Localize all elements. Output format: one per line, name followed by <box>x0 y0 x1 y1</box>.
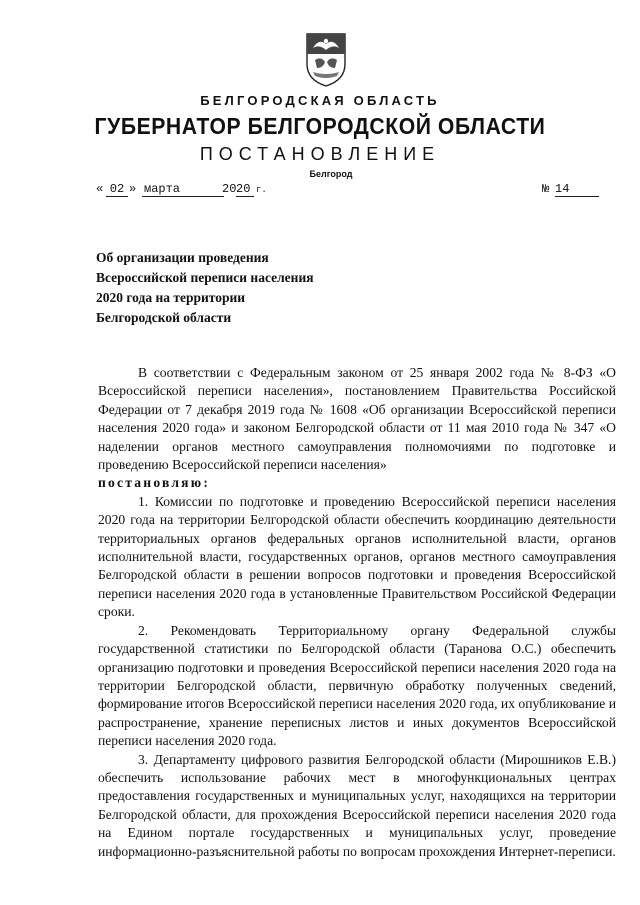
item-3-paragraph: 3. Департаменту цифрового развития Белгородской области (Мирошников Е.В.) обеспечить использование рабочих мест в многофункциональных центрах предоставления государственных и муниципальных услуг, находящихся на территории Белгородской области, для прохождения Всероссийской переписи населения 2020 года на Едином портале государственных и муниципальных услуг, проведение информационно-разъяснительной работы по вопросам прохождения Интернет-переписи. <box>98 751 616 859</box>
item-1-paragraph: 1. Комиссии по подготовке и проведению Всероссийской переписи населения 2020 года на территории Белгородской области обеспечить координацию деятельности территориальных органов федеральных органов исполнительной власти, органов исполнительной власти, государственных органов, органов местного самоуправления Белгородской области в решении вопросов подготовки и проведения Всероссийской переписи населения 2020 года в установленные Правительством Российской Федерации сроки. <box>98 493 616 620</box>
number-label: № <box>542 182 550 196</box>
title-line: 2020 года на территории <box>96 290 246 305</box>
date-year-prefix: 20 <box>222 182 237 196</box>
region-name: БЕЛГОРОДСКАЯ ОБЛАСТЬ <box>200 93 440 108</box>
coat-of-arms-emblem <box>303 30 349 88</box>
intro-paragraph: В соответствии с Федеральным законом от 25 января 2002 года № 8-ФЗ «О Всероссийской переписи населения», постановлением Правительства Российской Федерации от 7 декабря 2019 года № 1608 «Об организации Всероссийской переписи населения 2020 года» и законом Белгородской области от 11 мая 2010 года № 347 «О наделении органов местного самоуправления полномочиями по подготовке и проведению Всероссийской переписи населения» <box>98 365 616 473</box>
date-day: 02 <box>106 182 128 197</box>
governor-heading: ГУБЕРНАТОР БЕЛГОРОДСКОЙ ОБЛАСТИ <box>94 113 546 139</box>
date-year-mark: г. <box>256 185 267 195</box>
title-line: Об организации проведения <box>96 250 269 265</box>
document-type: ПОСТАНОВЛЕНИЕ <box>199 144 441 164</box>
document-title <box>96 248 396 328</box>
title-line: Белгородской области <box>96 310 232 325</box>
document-body <box>98 364 616 861</box>
date-month: марта <box>142 182 224 197</box>
item-2-paragraph: 2. Рекомендовать Территориальному органу Федеральной службы государственной статистики по Белгородской области (Таранова О.С.) обеспечить организацию подготовки и проведения Всероссийской переписи населения 2020 года на территории Белгородской области, первичную обработку полученных сведений, формирование итогов Всероссийской переписи населения 2020 года, их опубликование и распространение, хранение переписных листов и иных документов Всероссийской переписи населения 2020 года. <box>98 622 616 749</box>
city-name: Белгород <box>309 169 353 179</box>
date-year-suffix: 20 <box>236 182 254 197</box>
resolve-line <box>98 474 616 492</box>
date-number-row <box>96 182 606 202</box>
resolve-word: постановляю: <box>98 475 211 491</box>
date-open-quote: « <box>96 182 104 196</box>
date-close-quote: » <box>129 182 137 196</box>
title-line: Всероссийской переписи населения <box>96 270 314 285</box>
decree-number: 14 <box>555 182 599 197</box>
